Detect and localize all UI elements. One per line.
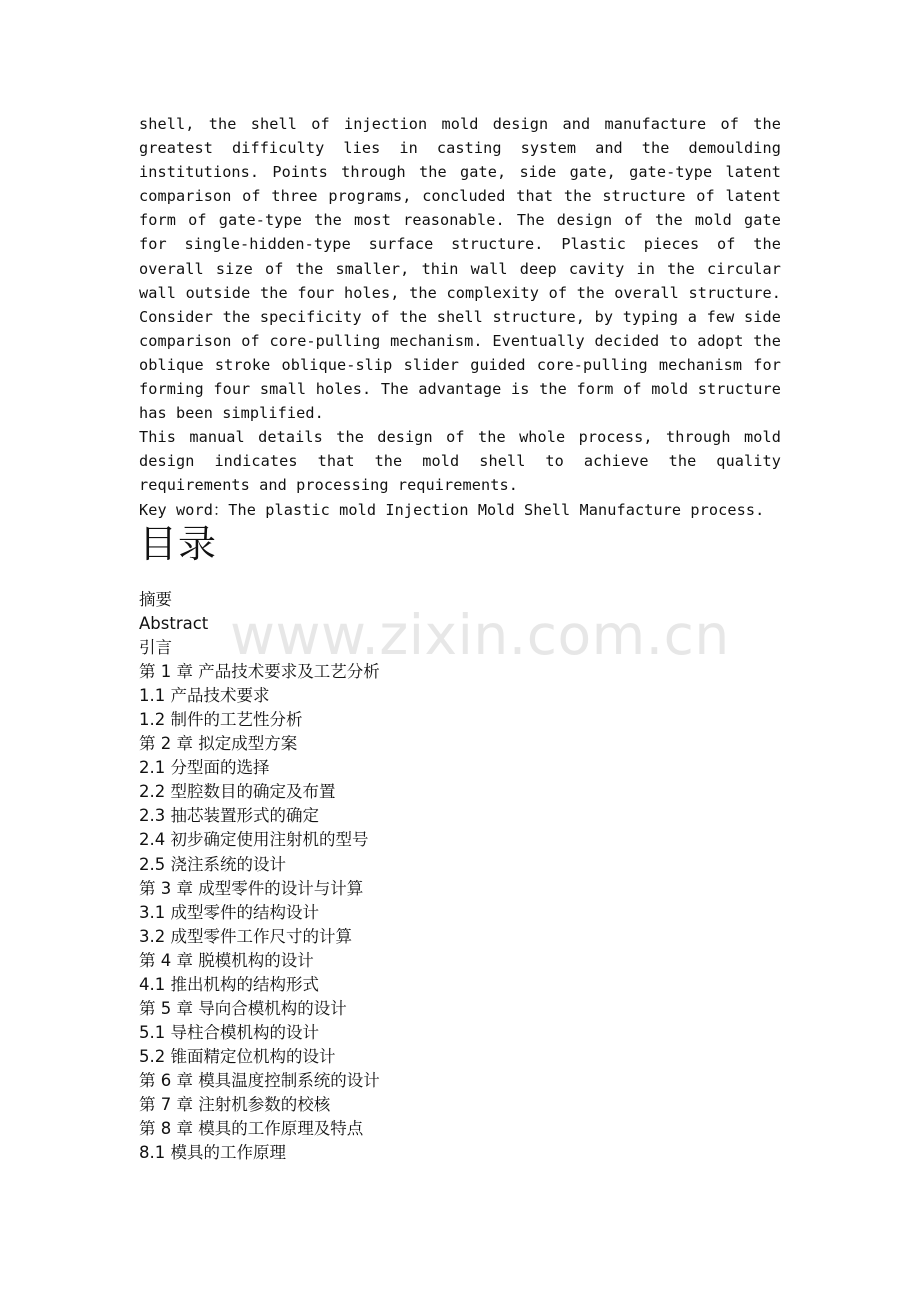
toc-item[interactable]: 第 2 章 拟定成型方案	[139, 734, 298, 754]
toc-item[interactable]: 3.1 成型零件的结构设计	[139, 902, 319, 922]
abstract-paragraph: shell, the shell of injection mold design and manufacture of the greatest difficulty lies in casting system and the demoulding institutions. Points through the gate, side gate, gate-type latent comparison of three programs, concluded that the structure of latent form of gate-type the most reasonable. The design of the mold gate for single-hidden-type surface structure. Plastic pieces of the overall size of the smaller, thin wall deep cavity in the circular wall outside the four holes, the complexity of the overall structure. Consider the specificity of the shell structure, by typing a few side comparison of core-pulling mechanism. Eventually decided to adopt the oblique stroke oblique-slip slider guided core-pulling mechanism for forming four small holes. The advantage is the form of mold structure has been simplified.	[139, 115, 781, 423]
toc-item[interactable]: 摘要	[139, 590, 172, 609]
toc-heading: 目录	[139, 522, 218, 566]
keywords-line: Key word：The plastic mold Injection Mold Shell Manufacture process.	[139, 500, 765, 519]
toc-item[interactable]: 1.1 产品技术要求	[139, 686, 270, 706]
toc-item[interactable]: 第 1 章 产品技术要求及工艺分析	[139, 662, 380, 682]
toc-item[interactable]: 第 8 章 模具的工作原理及特点	[139, 1119, 364, 1139]
toc-item[interactable]: 2.3 抽芯装置形式的确定	[139, 806, 319, 826]
toc-item[interactable]: 第 6 章 模具温度控制系统的设计	[139, 1070, 380, 1090]
toc-item[interactable]: 2.4 初步确定使用注射机的型号	[139, 830, 369, 850]
toc-item[interactable]: 第 3 章 成型零件的设计与计算	[139, 878, 364, 898]
toc-item[interactable]: 2.1 分型面的选择	[139, 758, 270, 778]
watermark: www.zixin.com.cn	[230, 603, 730, 667]
toc-item[interactable]: 5.1 导柱合模机构的设计	[139, 1022, 319, 1042]
abstract-section	[139, 112, 781, 522]
toc-item[interactable]: 3.2 成型零件工作尺寸的计算	[139, 926, 352, 946]
toc-item[interactable]: 1.2 制件的工艺性分析	[139, 710, 303, 730]
toc-item[interactable]: 2.2 型腔数目的确定及布置	[139, 782, 336, 802]
toc-item[interactable]: 4.1 推出机构的结构形式	[139, 974, 319, 994]
toc-item[interactable]: 5.2 锥面精定位机构的设计	[139, 1046, 336, 1066]
table-of-contents	[139, 588, 380, 1165]
abstract-paragraph: This manual details the design of the whole process, through mold design indicates that the mold shell to achieve the quality requirements and processing requirements.	[139, 428, 781, 495]
toc-item[interactable]: 第 5 章 导向合模机构的设计	[139, 998, 347, 1018]
toc-item[interactable]: 第 7 章 注射机参数的校核	[139, 1094, 331, 1114]
toc-item[interactable]: 引言	[139, 638, 172, 658]
toc-item[interactable]: 8.1 模具的工作原理	[139, 1143, 286, 1163]
toc-item[interactable]: 2.5 浇注系统的设计	[139, 854, 286, 874]
toc-item[interactable]: Abstract	[139, 614, 209, 634]
toc-item[interactable]: 第 4 章 脱模机构的设计	[139, 950, 314, 970]
